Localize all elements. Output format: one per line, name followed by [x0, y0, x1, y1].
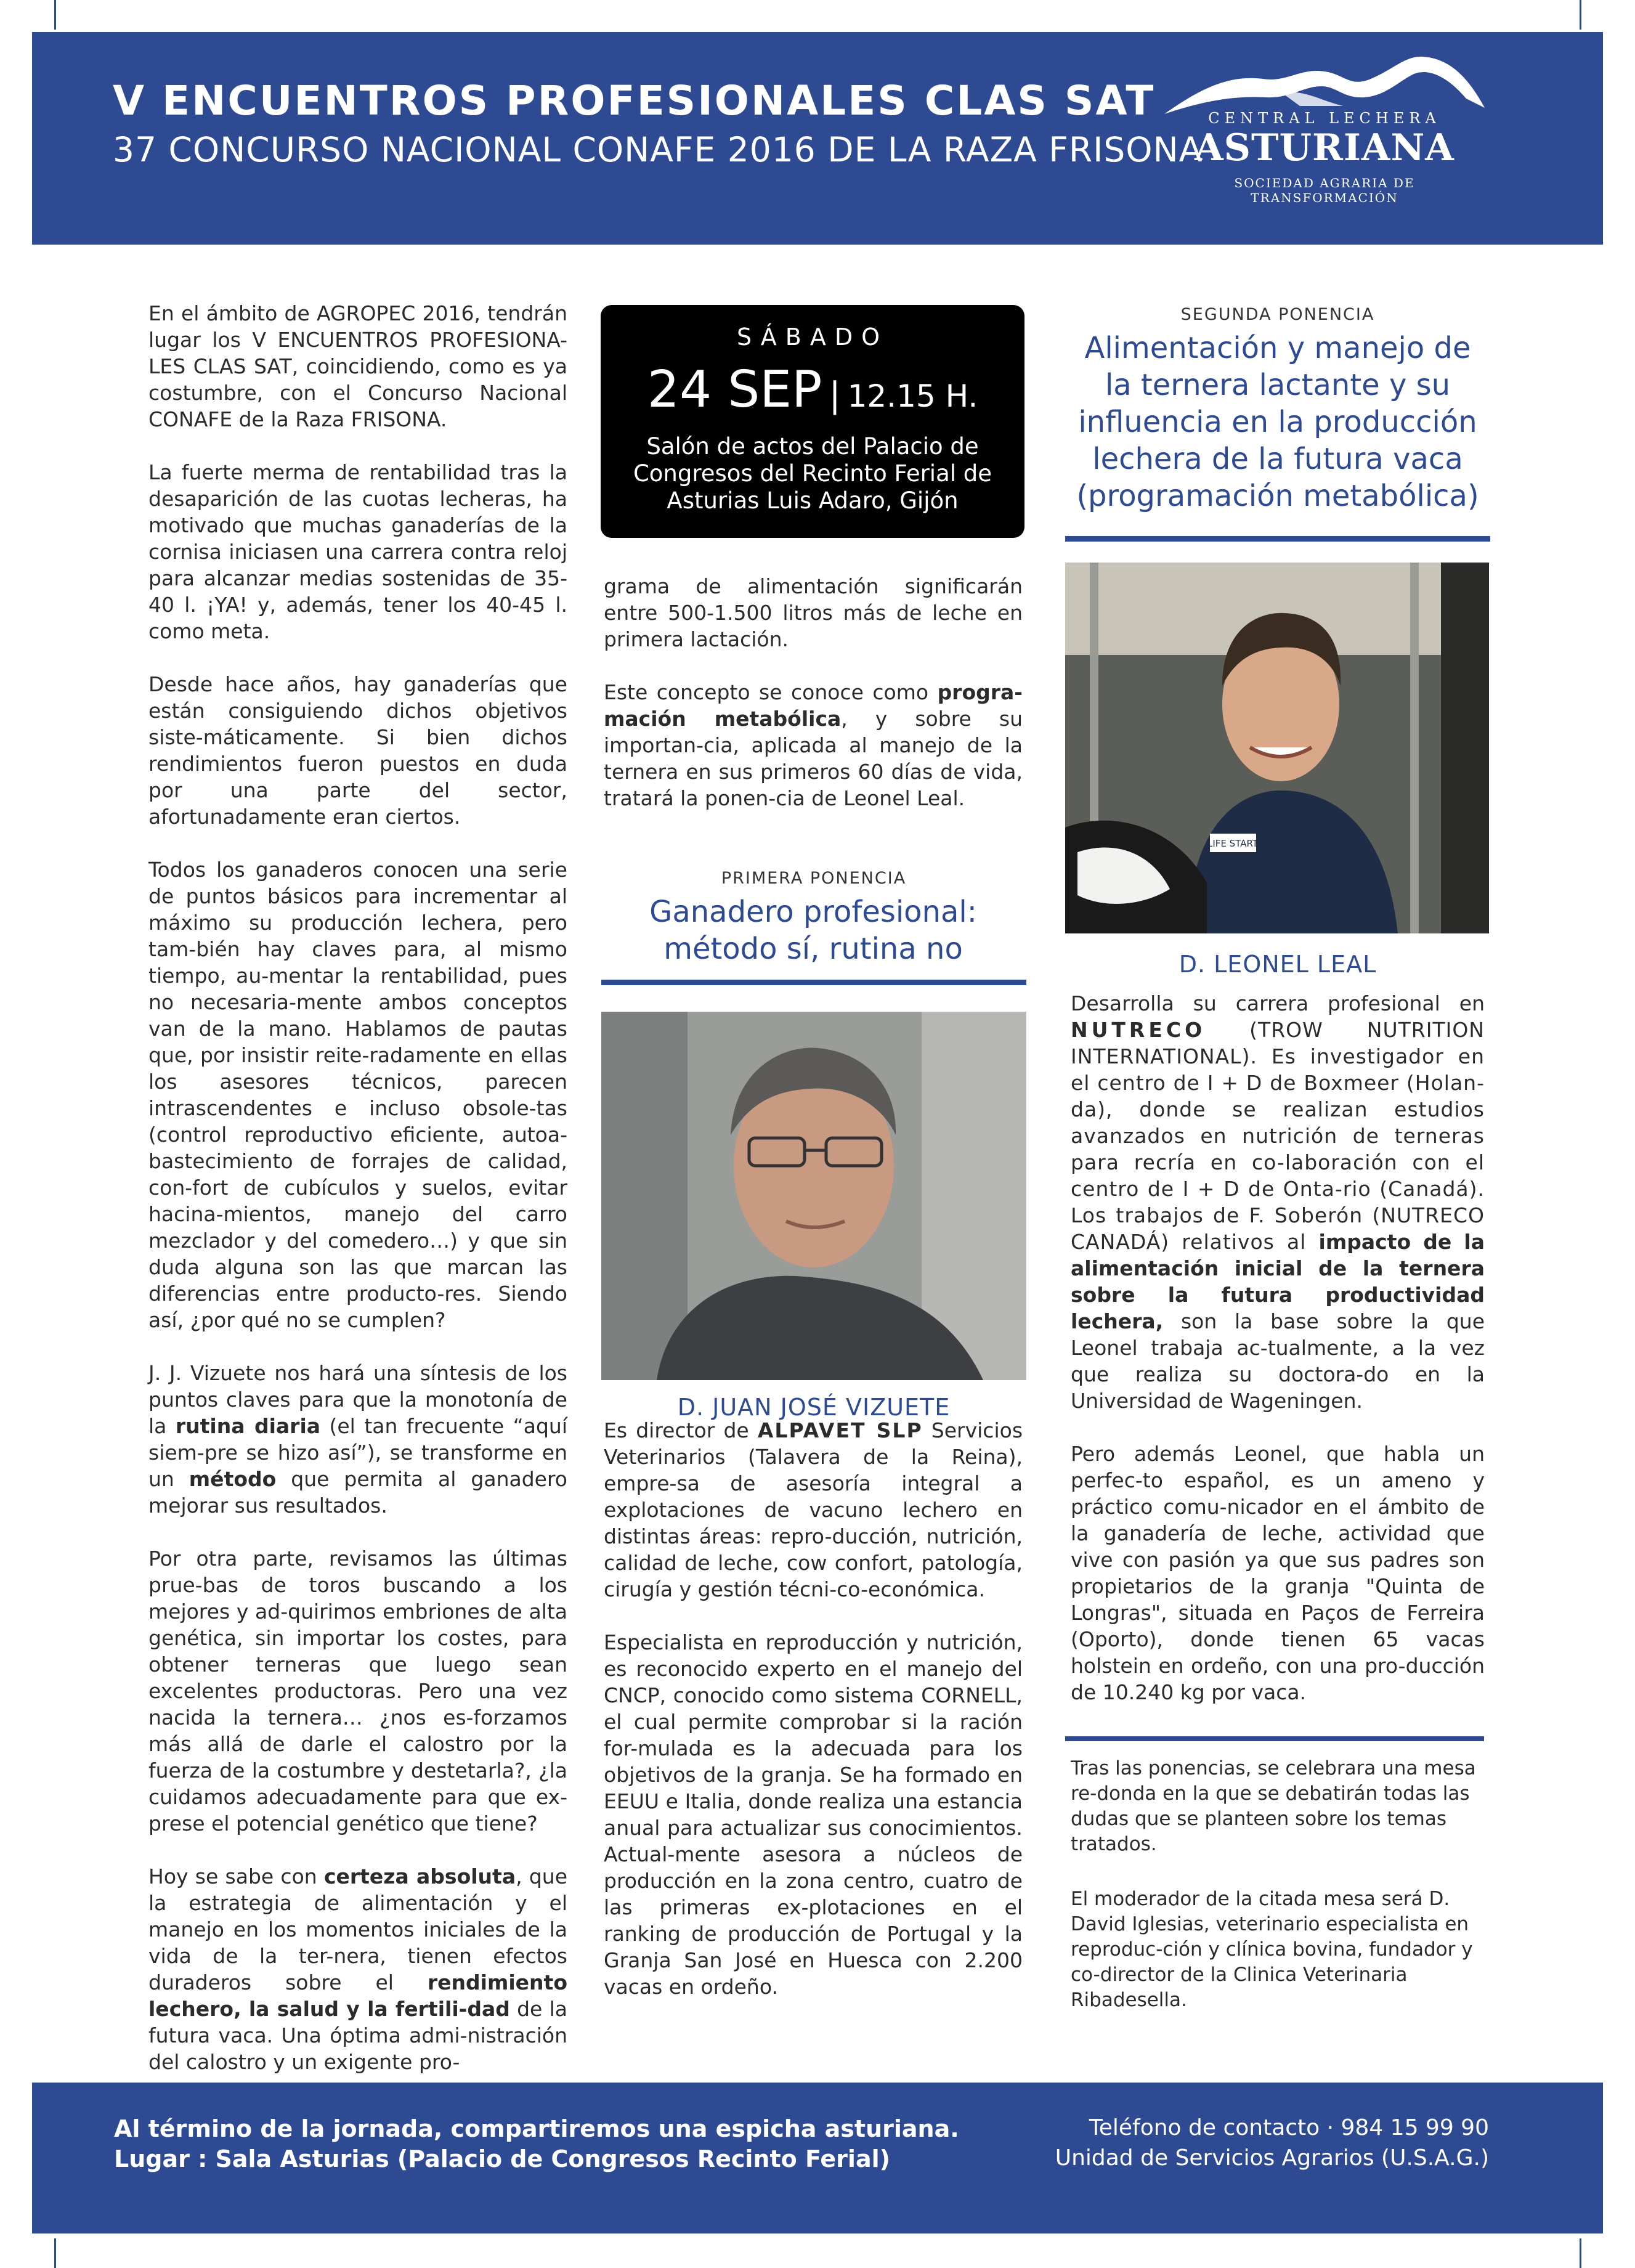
bio-paragraph: Pero además Leonel, que habla un perfec-to español, es un ameno y práctico comu-nicador en el ámbito de la ganadería de leche, actividad que vive con pasión ya que sus padres son propietarios de la granja "Quinta de Longras", situada en Paços de Ferreira (Oporto), donde tienen 65 vacas holstein en ordeño, con una pro-ducción de 10.240 kg por vaca. — [1071, 1442, 1485, 1704]
bio-paragraph — [604, 1417, 1023, 1603]
intro-column — [148, 300, 567, 2102]
text-run: , que la estrategia de alimentación y el manejo en los momentos iniciales de la vida de la ter-nera, tienen efectos duraderos sobre el — [148, 1864, 567, 1994]
text-run: (TROW NUTRITION INTERNATIONAL). Es investigador en el centro de I + D de Boxmeer (Holan-da), donde se realizan estudios avanzados en nutrición de terneras para recría en co-laboración con el centro de I + D de Onta-rio (Canadá). Los trabajos de F. Soberón (NUTRECO CANADÁ) relativos al — [1071, 1018, 1485, 1254]
bold-text: NUTRECO — [1071, 1018, 1206, 1042]
text-run: J. J. Vizuete nos hará una síntesis de los puntos claves para que la monotonía de la — [148, 1361, 567, 1438]
bio-paragraph — [1071, 990, 1485, 1414]
bold-text: progra-mación metabólica — [604, 680, 1023, 731]
talk2-kicker: SEGUNDA PONENCIA — [1180, 305, 1375, 324]
talk2-rule — [1065, 536, 1490, 542]
footer-note-line1: Al término de la jornada, compartiremos una espicha asturiana. — [114, 2115, 959, 2142]
leonel-leal-photo — [1065, 563, 1489, 933]
text-run: Es director de — [604, 1418, 758, 1442]
event-day: SÁBADO — [736, 323, 889, 351]
bio-paragraph: Especialista en reproducción y nutrición, es reconocido experto en el manejo del CNCP, conocido como sistema CORNELL, el cual permite comprobar si la ración for-mulada es la adecuada para los objetivos de la granja. Se ha formado en EEUU e Italia, donde realiza una estancia anual para actualizar sus conocimientos. Actual-mente asesora a núcleos de producción en la zona centro, cuatro de las primeras ex-plotaciones en el ranking de producción de Portugal y la Granja San José en Huesca con 2.200 vacas en ordeño. — [604, 1630, 1023, 1999]
text-run: Este concepto se conoce como — [604, 680, 938, 704]
intro-paragraph: Por otra parte, revisamos las últimas prue-bas de toros buscando a los mejores y ad-quirimos embriones de alta genética, sin importar los costes, para obtener terneras que luego sean excelentes productoras. Pero una vez nacida la ternera… ¿nos es-forzamos más allá de darle el calostro por la fuerza de la costumbre y destetarla?, ¿la cuidamos adecuadamente para que ex-prese el potencial genético que tiene? — [148, 1547, 567, 1835]
intro-paragraph — [148, 1360, 567, 1519]
bold-text: rutina diaria — [175, 1414, 321, 1438]
text-run: Hoy se sabe con — [148, 1864, 324, 1888]
roundtable-paragraph: Tras las ponencias, se celebrara una mesa re-donda en la que se debatirán todas las dudas que se planteen sobre los temas tratados. — [1071, 1757, 1476, 1855]
roundtable-text — [1071, 1756, 1485, 2042]
badge-text: LIFE START — [1207, 838, 1258, 849]
crop-mark — [54, 2238, 56, 2268]
event-time: 12.15 H. — [847, 378, 978, 414]
bold-text: método — [189, 1467, 277, 1491]
bold-text: impacto de la alimentación inicial de la ternera sobre la futura productividad lechera, — [1071, 1230, 1485, 1333]
event-dateline — [601, 360, 1024, 419]
logo-top-text: CENTRAL LECHERA — [1208, 110, 1441, 127]
footer-contact-phone: Teléfono de contacto · 984 15 99 90 — [1089, 2115, 1489, 2140]
talk1-title: Ganadero profesional: método sí, rutina no — [649, 895, 977, 966]
page-title: V ENCUENTROS PROFESIONALES CLAS SAT — [113, 77, 1156, 124]
crop-mark — [54, 0, 56, 30]
text-run: que permita al ganadero mejorar sus resultados. — [148, 1467, 567, 1518]
text-run: de la futura vaca. Una óptima admi-nistración del calostro y un exigente pro- — [148, 1997, 567, 2074]
text-run: son la base sobre la que Leonel trabaja ac-tualmente, a la vez que realiza su doctora-do en la Universidad de Wageningen. — [1071, 1309, 1485, 1413]
text-run: Servicios Veterinarios (Talavera de la Reina), empre-sa de asesoría integral a explotaciones de vacuno lechero en distintas áreas: repro-ducción, nutrición, calidad de leche, cow confort, patología, cirugía y gestión técni-co-económica. — [604, 1418, 1023, 1601]
talk1-rule — [601, 980, 1026, 985]
text-run: Desarrolla su carrera profesional en — [1071, 991, 1485, 1015]
mountain-logo-icon — [1158, 49, 1491, 117]
middle-paragraph — [604, 679, 1023, 811]
crop-mark — [1580, 0, 1581, 30]
bold-text: rendimiento lechero, la salud y la fertili-dad — [148, 1970, 567, 2021]
intro-paragraph: La fuerte merma de rentabilidad tras la desaparición de las cuotas lecheras, ha motivado que muchas ganaderías de la cornisa iniciasen una carrera contra reloj para alcanzar medias sostenidas de 35-40 l. ¡YA! y, además, tener los 40-45 l. como meta. — [148, 460, 567, 643]
bold-text: ALPAVET SLP — [757, 1418, 923, 1442]
roundtable-rule — [1065, 1736, 1484, 1741]
talk2-title: Alimentación y manejo de la ternera lactante y su influencia en la producción lechera de la futura vaca (programación metabólica) — [1076, 331, 1479, 513]
intro-paragraph: Todos los ganaderos conocen una serie de puntos básicos para incrementar al máximo su producción lechera, pero tam-bién hay claves para, al mismo tiempo, au-mentar la rentabilidad, pues no necesaria-mente ambos conceptos van de la mano. Hablamos de pautas que, por insistir reite-radamente en ellas los asesores técnicos, parecen intrascendentes e incluso obsole-tas (control reproductivo eficiente, autoa-bastecimiento de forrajes de calidad, con-fort de cubículos y suelos, evitar hacina-mientos, manejo del carro mezclador y del comedero…) y que sin duda alguna son las que marcan las diferencias entre producto-res. Siendo así, ¿por qué no se cumplen? — [148, 858, 567, 1332]
page-subtitle: 37 CONCURSO NACIONAL CONAFE 2016 DE LA RAZA FRISONA — [113, 130, 1203, 169]
footer-contact-unit: Unidad de Servicios Agrarios (U.S.A.G.) — [1055, 2145, 1489, 2171]
event-date-box — [601, 305, 1024, 538]
talk1-speaker-name: D. JUAN JOSÉ VIZUETE — [677, 1394, 951, 1421]
logo-main-text: ASTURIANA — [1195, 126, 1454, 169]
bold-text: certeza absoluta — [323, 1864, 516, 1888]
middle-column-text — [604, 573, 1023, 838]
footer-note-line2: Lugar : Sala Asturias (Palacio de Congresos Recinto Ferial) — [114, 2145, 890, 2172]
roundtable-paragraph: El moderador de la citada mesa será D. David Iglesias, veterinario especialista en reproduc-ción y clínica bovina, fundador y co-director de la Clinica Veterinaria Ribadesella. — [1071, 1888, 1473, 2011]
intro-paragraph: En el ámbito de AGROPEC 2016, tendrán lugar los V ENCUENTROS PROFESIONA-LES CLAS SAT, coincidiendo, como es ya costumbre, con el Concurso Nacional CONAFE de la Raza FRISONA. — [148, 301, 567, 431]
logo-sub-text: SOCIEDAD AGRARIA DE TRANSFORMACIÓN — [1234, 176, 1415, 205]
juan-jose-vizuete-photo — [601, 1012, 1026, 1380]
event-date: 24 SEP — [647, 360, 822, 419]
event-venue: Salón de actos del Palacio de Congresos del Recinto Ferial de Asturias Luis Adaro, Gijón — [633, 433, 992, 514]
text-run: , y sobre su importan-cia, aplicada al manejo de la ternera en sus primeros 60 días de vida, tratará la ponen-cia de Leonel Leal. — [604, 707, 1023, 810]
talk2-bio — [1071, 990, 1485, 1732]
intro-paragraph — [148, 1863, 567, 2075]
talk2-speaker-name: D. LEONEL LEAL — [1179, 951, 1377, 978]
text-run: (el tan frecuente “aquí siem-pre se hizo así”), se transforme en un — [148, 1414, 567, 1491]
event-separator: | — [829, 375, 841, 415]
intro-paragraph: Desde hace años, hay ganaderías que están consiguiendo dichos objetivos siste-máticamente. Si bien dichos rendimientos fueron puestos en duda por una parte del sector, afortunadamente eran ciertos. — [148, 672, 567, 829]
middle-paragraph: grama de alimentación significarán entre 500-1.500 litros más de leche en primera lactación. — [604, 574, 1023, 651]
crop-mark — [1580, 2238, 1581, 2268]
talk1-bio — [604, 1417, 1023, 2026]
central-lechera-asturiana-logo — [1158, 49, 1491, 216]
talk1-kicker: PRIMERA PONENCIA — [721, 869, 907, 888]
